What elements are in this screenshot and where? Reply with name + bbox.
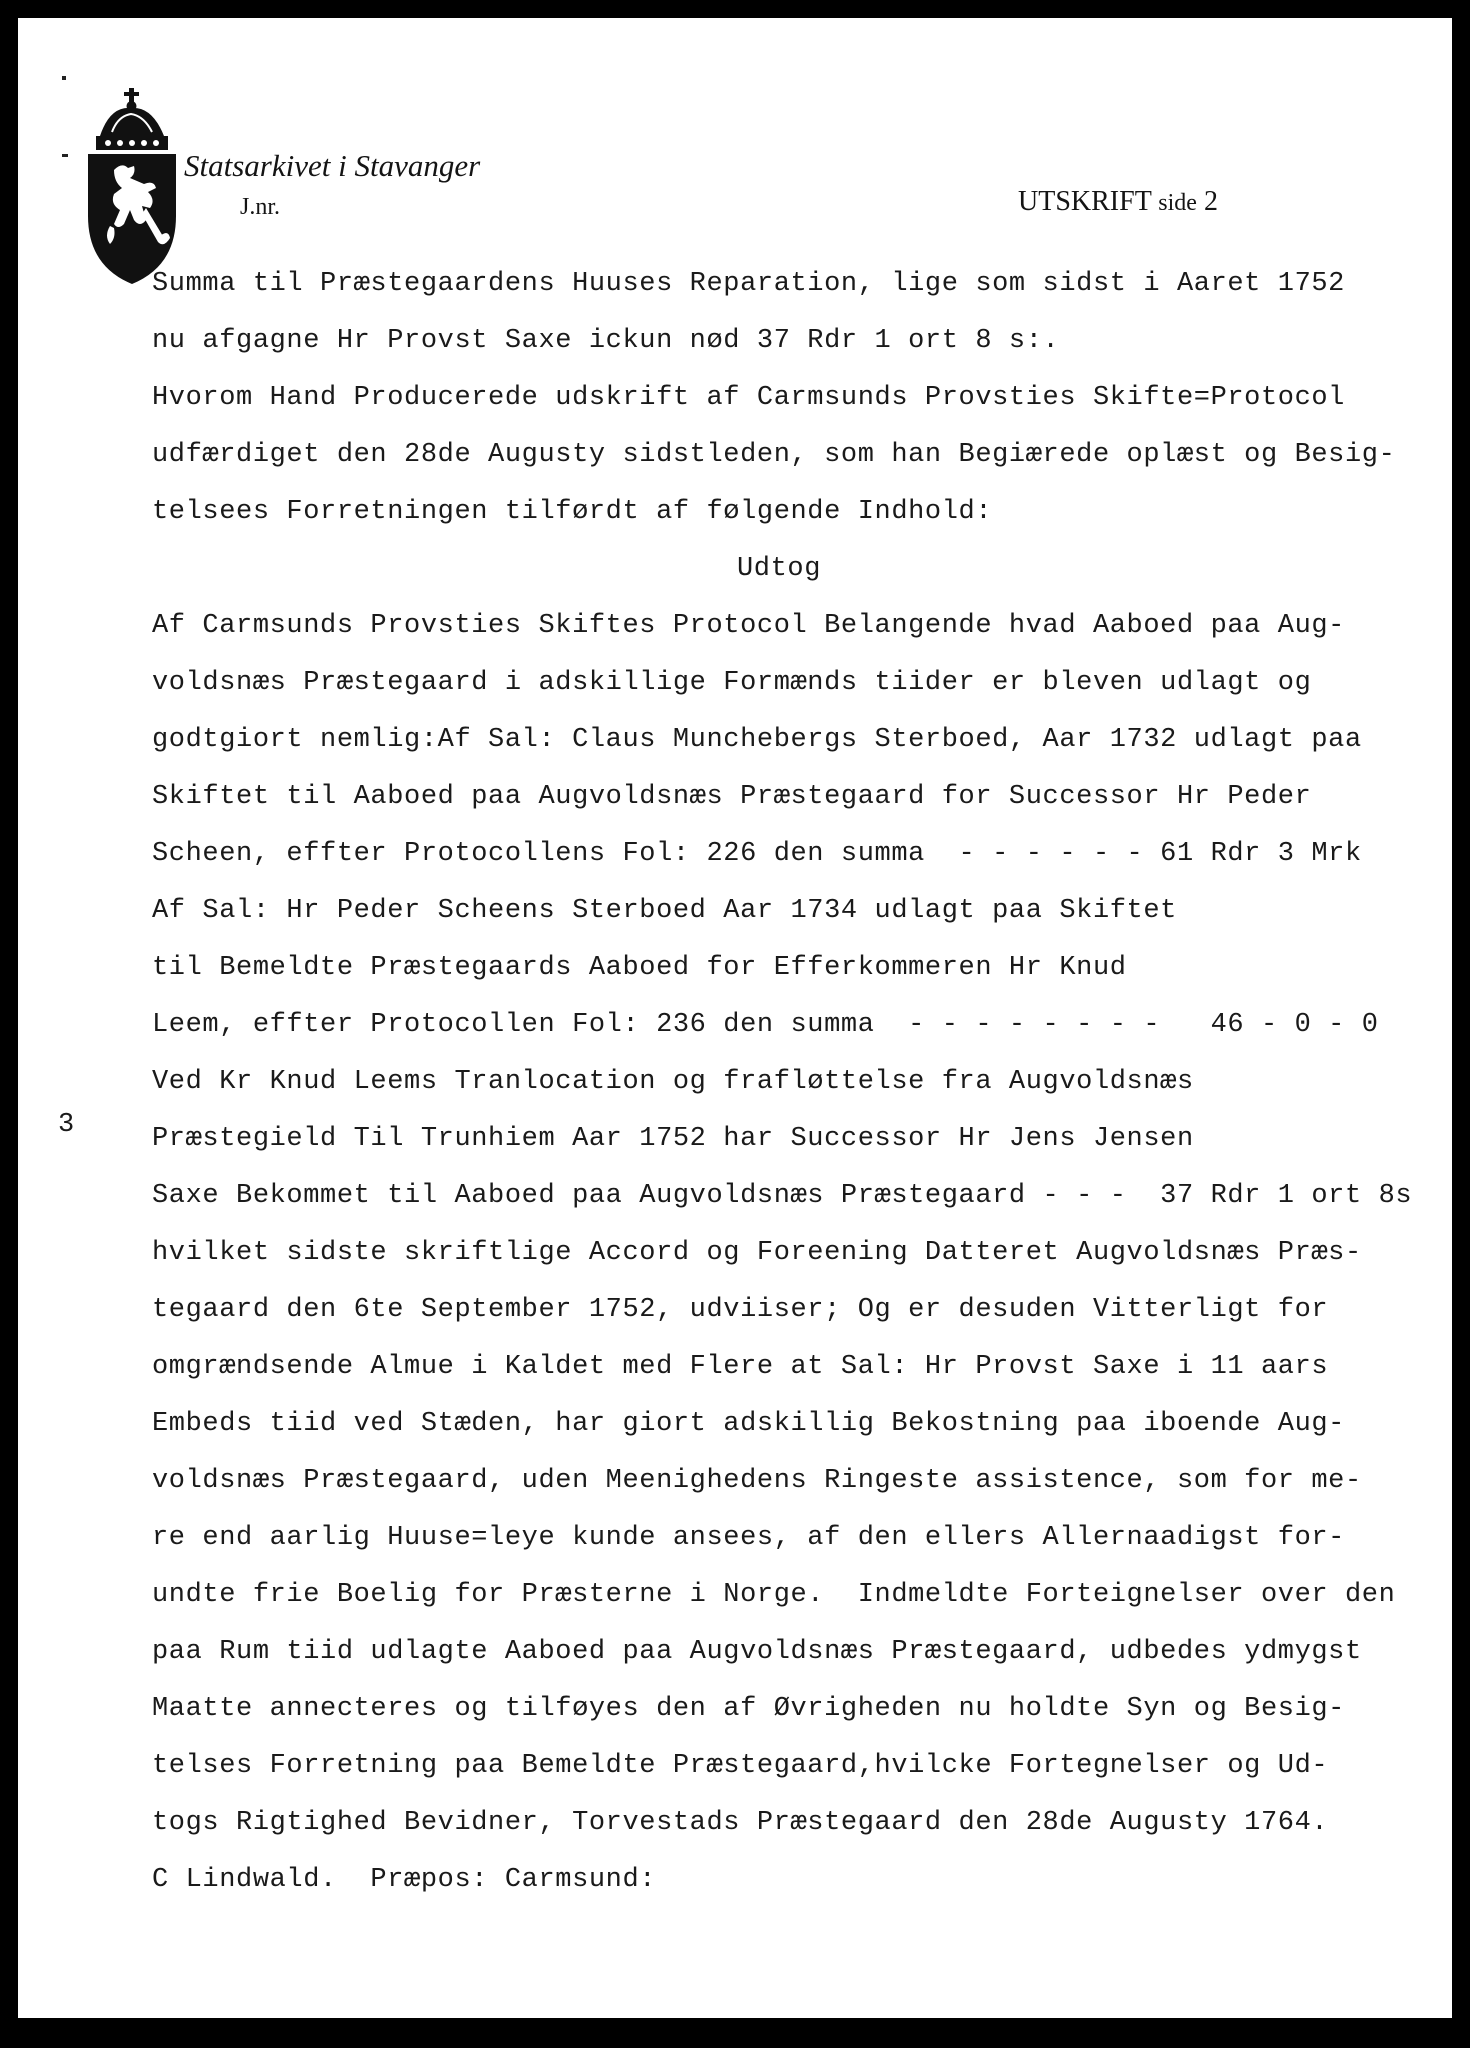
text-line: Af Sal: Hr Peder Scheens Sterboed Aar 1734 udlagt paa Skiftet (152, 896, 1177, 926)
text-line: Scheen, effter Protocollens Fol: 226 den summa - - - - - - 61 Rdr 3 Mrk (152, 839, 1362, 869)
text-line: telsees Forretningen tilførdt af følgende Indhold: (152, 497, 993, 527)
text-line: Skiftet til Aaboed paa Augvoldsnæs Præstegaard for Successor Hr Peder (152, 782, 1312, 812)
page-header-right (1018, 186, 1218, 218)
text-line: paa Rum tiid udlagte Aaboed paa Augvoldsnæs Præstegaard, udbedes ydmygst (152, 1637, 1362, 1667)
journal-number-label: J.nr. (240, 194, 281, 220)
text-line: togs Rigtighed Bevidner, Torvestads Præstegaard den 28de Augusty 1764. (152, 1808, 1329, 1838)
text-line: re end aarlig Huuse=leye kunde ansees, af den ellers Allernaadigst for- (152, 1523, 1345, 1553)
text-line: omgrændsende Almue i Kaldet med Flere at Sal: Hr Provst Saxe i 11 aars (152, 1352, 1329, 1382)
margin-note-number: 3 (58, 1110, 75, 1140)
utskrift-label: UTSKRIFT (1018, 186, 1152, 217)
text-line: til Bemeldte Præstegaards Aaboed for Efferkommeren Hr Knud (152, 953, 1127, 983)
text-line: voldsnæs Præstegaard i adskillige Formænds tiider er bleven udlagt og (152, 668, 1312, 698)
text-line: Saxe Bekommet til Aaboed paa Augvoldsnæs Præstegaard - - - 37 Rdr 1 ort 8s (152, 1181, 1413, 1211)
text-line: Summa til Præstegaardens Huuses Reparation, lige som sidst i Aaret 1752 (152, 269, 1345, 299)
text-line: voldsnæs Præstegaard, uden Meenighedens Ringeste assistence, som for me- (152, 1466, 1362, 1496)
transcript-body (152, 256, 1452, 1909)
text-line: Ved Kr Knud Leems Tranlocation og frafløttelse fra Augvoldsnæs (152, 1067, 1194, 1097)
signature-line: C Lindwald. Præpos: Carmsund: (152, 1865, 657, 1895)
scan-speck (62, 76, 66, 80)
text-line: Hvorom Hand Producerede udskrift af Carmsunds Provsties Skifte=Protocol (152, 383, 1345, 413)
text-line: godtgiort nemlig:Af Sal: Claus Munchebergs Sterboed, Aar 1732 udlagt paa (152, 725, 1362, 755)
text-line: Af Carmsunds Provsties Skiftes Protocol Belangende hvad Aaboed paa Aug- (152, 611, 1345, 641)
text-line: Leem, effter Protocollen Fol: 236 den summa - - - - - - - - 46 - 0 - 0 (152, 1010, 1379, 1040)
section-heading: Udtog (736, 554, 821, 584)
text-line: Præstegield Til Trunhiem Aar 1752 har Successor Hr Jens Jensen (152, 1124, 1194, 1154)
text-line: Maatte annecteres og tilføyes den af Øvrigheden nu holdte Syn og Besig- (152, 1694, 1345, 1724)
text-line: hvilket sidste skriftlige Accord og Foreening Datteret Augvoldsnæs Præs- (152, 1238, 1362, 1268)
text-line: telses Forretning paa Bemeldte Præstegaard,hvilcke Fortegnelser og Ud- (152, 1751, 1329, 1781)
text-line: Embeds tiid ved Stæden, har giort adskillig Bekostning paa iboende Aug- (152, 1409, 1345, 1439)
archive-name: Statsarkivet i Stavanger (184, 148, 481, 183)
side-label: side (1158, 190, 1197, 216)
page-number: 2 (1203, 186, 1218, 217)
text-line: undte frie Boelig for Præsterne i Norge. Indmeldte Forteignelser over den (152, 1580, 1396, 1610)
text-line: tegaard den 6te September 1752, udviiser; Og er desuden Vitterligt for (152, 1295, 1329, 1325)
text-line: nu afgagne Hr Provst Saxe ickun nød 37 Rdr 1 ort 8 s:. (152, 326, 1060, 356)
scan-speck (62, 154, 68, 157)
text-line: udfærdiget den 28de Augusty sidstleden, som han Begiærede oplæst og Besig- (152, 440, 1396, 470)
